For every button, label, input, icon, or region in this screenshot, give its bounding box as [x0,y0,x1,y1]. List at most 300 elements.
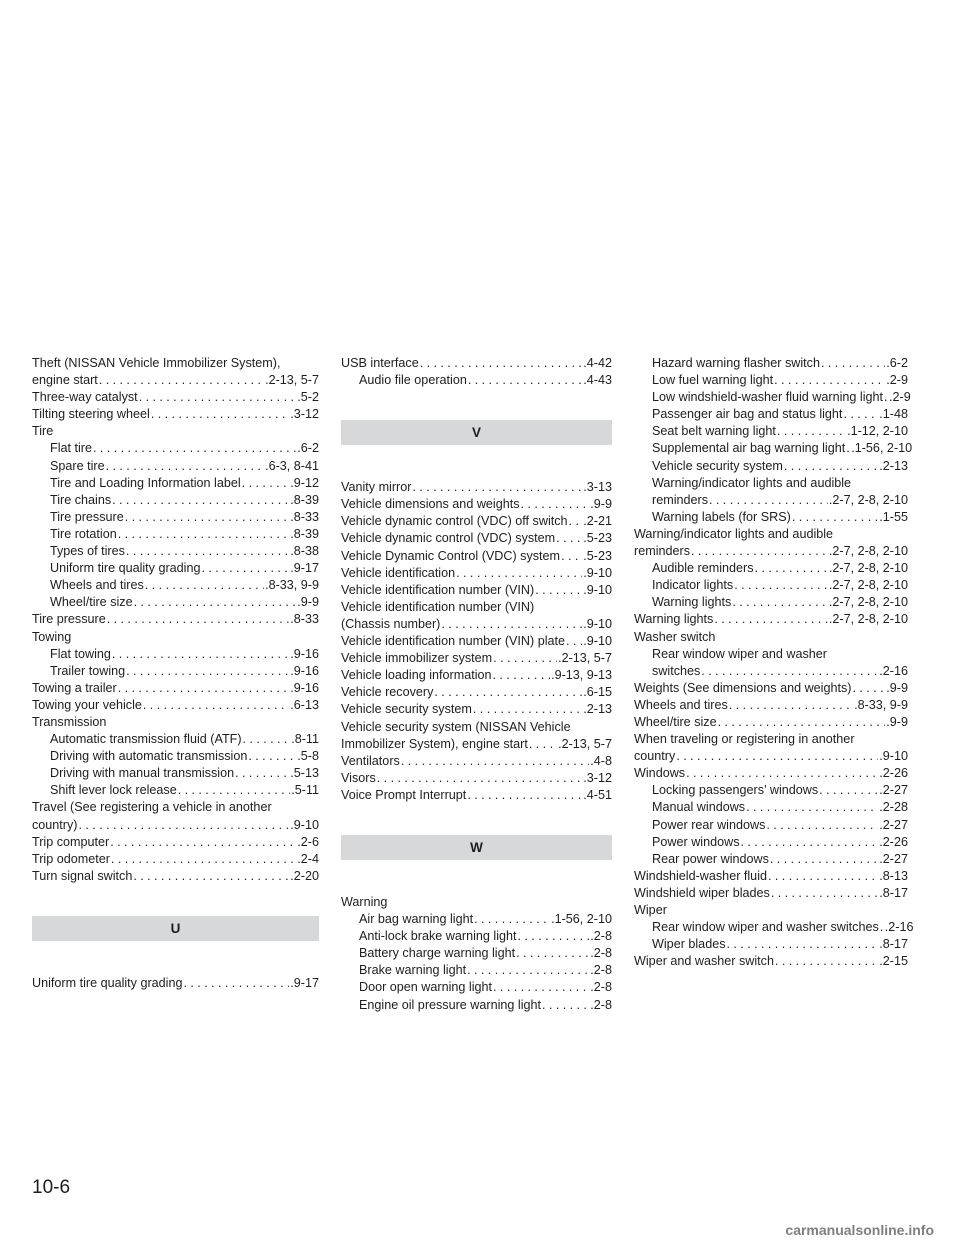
page-reference: .8-39 [290,526,319,541]
page-reference: .1-56, 2-10 [851,441,913,456]
index-entry [32,406,319,423]
index-subentry [634,577,908,594]
dot-leader [792,509,878,526]
index-subentry [634,919,914,936]
entry-title: Indicator lights [652,578,734,593]
index-subentry [634,355,908,372]
dot-leader [701,663,878,680]
index-entry [341,787,612,804]
page-reference: .2-9 [886,373,908,388]
entry-title: Vehicle recovery [341,685,434,700]
page-reference: .2-7, 2-8, 2-10 [828,561,908,576]
dot-leader [202,560,290,577]
page-reference: .6-2 [297,441,319,456]
entry-title: Passenger air bag and status light [652,407,843,422]
dot-leader [235,765,289,782]
dot-leader [99,372,264,389]
index-subentry [32,646,319,663]
entry-title: Rear power windows [652,851,769,866]
index-column-1 [32,355,319,992]
page-reference: .8-33 [290,612,319,627]
dot-leader [139,389,297,406]
page-reference: .2-13, 5-7 [558,651,612,666]
dot-leader [467,787,582,804]
index-entry: Transmission [32,714,107,729]
dot-leader [434,684,582,701]
index-subentry [341,928,612,945]
index-subentry [32,560,319,577]
page-reference: .2-13, 5-7 [558,736,612,751]
index-entry: When traveling or registering in another [634,732,855,747]
index-entry [341,479,612,496]
dot-leader [819,782,878,799]
page-reference: .1-12, 2-10 [847,424,908,439]
entry-title: Towing a trailer [32,680,117,695]
page-reference: .2-20 [290,868,319,883]
index-subentry [634,936,908,953]
entry-title: Tire and Loading Information label [50,475,241,490]
dot-leader [734,577,828,594]
page-reference: .9-9 [886,680,908,695]
index-entry: Travel (See registering a vehicle in another [32,800,272,815]
entry-title: Immobilizer System), engine start [341,736,528,751]
page-reference: .9-16 [290,680,319,695]
entry-title: Vehicle identification number (VIN) plate [341,634,566,649]
index-entry: Towing [32,629,72,644]
dot-leader [112,492,289,509]
entry-title: Vehicle identification number (VIN) [341,582,535,597]
page-reference: .9-17 [290,561,319,576]
entry-title: Wiper blades [652,937,726,952]
page-reference: .1-48 [879,407,908,422]
page-reference: .2-27 [879,783,908,798]
entry-title: country) [32,817,78,832]
index-subentry [32,475,319,492]
page-reference: .8-33, 9-9 [854,697,908,712]
index-entry [32,817,319,834]
page-reference: .2-8 [590,929,612,944]
index-entry [32,372,319,389]
dot-leader [107,611,290,628]
page-reference: .9-16 [290,663,319,678]
index-entry: Washer switch [634,629,716,644]
entry-title: Hazard warning flasher switch [652,356,820,370]
page-reference: .5-23 [583,548,612,563]
index-entry [634,765,908,782]
index-subentry [634,440,913,457]
entry-title: Wheel/tire size [634,714,717,729]
page-reference: .4-43 [583,373,612,388]
dot-leader [125,509,290,526]
index-entry [634,868,908,885]
dot-leader [401,753,589,770]
dot-leader [880,919,884,936]
index-subentry [32,458,319,475]
page-reference: .2-28 [879,800,908,815]
entry-title: Visors [341,770,376,785]
entry-title: Windshield-washer fluid [634,868,767,883]
entry-title: Flat tire [50,441,92,456]
page-reference: .3-12 [290,407,319,422]
page-reference: .9-10 [583,634,612,649]
index-entry [341,770,612,787]
dot-leader [493,979,589,996]
page-reference: .6-3, 8-41 [265,458,319,473]
page-reference: .2-8 [590,980,612,995]
entry-title: Ventilators [341,753,400,768]
index-subentry [341,945,612,962]
page-reference: .2-9 [889,390,911,405]
dot-leader [556,530,582,547]
entry-title: Three-way catalyst [32,390,138,405]
entry-title: Low windshield-washer fluid warning light [652,390,884,405]
entry-title: Turn signal switch [32,868,133,883]
index-entry [341,650,612,667]
page-reference: .2-8 [590,963,612,978]
dot-leader [178,782,291,799]
dot-leader [518,928,590,945]
index-subentry [32,663,319,680]
dot-leader [521,496,590,513]
page-reference: .2-16 [884,920,914,935]
entry-title: Vehicle dimensions and weights [341,497,520,512]
dot-leader [846,440,850,457]
page-reference: .8-13 [879,868,908,883]
index-subentry [32,594,319,611]
index-entry [634,714,908,731]
dot-leader [93,440,296,457]
entry-title: Trailer towing [50,663,126,678]
page-reference: .2-13 [879,458,908,473]
entry-title: Wiper and washer switch [634,954,774,969]
dot-leader [467,962,589,979]
index-subentry: Warning/indicator lights and audible [652,475,852,490]
entry-title: Tire chains [50,492,112,507]
entry-title: Warning lights [652,595,732,610]
dot-leader [774,372,885,389]
index-entry [341,582,612,599]
dot-leader [456,565,582,582]
page-reference: .4-8 [590,753,612,768]
dot-leader [529,736,557,753]
dot-leader [79,817,290,834]
index-entry [341,565,612,582]
page-reference: .2-15 [879,954,908,969]
section-header: V [341,420,612,445]
index-entry [341,736,612,753]
page-reference: .2-16 [879,663,908,678]
entry-title: Wheel/tire size [50,595,133,610]
index-entry: Wiper [634,903,667,917]
page-reference: .8-33, 9-9 [265,578,319,593]
dot-leader [126,663,289,680]
index-subentry [32,526,319,543]
page-reference: .2-26 [879,766,908,781]
index-subentry [634,458,908,475]
dot-leader [145,577,264,594]
index-subentry [32,543,319,560]
index-entry [32,611,319,628]
entry-title: Tilting steering wheel [32,407,150,422]
index-subentry [32,509,319,526]
page-reference: .2-8 [590,946,612,961]
entry-title: Battery charge warning light [359,946,516,961]
index-subentry [634,372,908,389]
page-reference: .2-7, 2-8, 2-10 [828,612,908,627]
dot-leader [242,475,290,492]
page-reference: .5-23 [583,531,612,546]
index-entry [32,697,319,714]
page-reference: .8-38 [290,544,319,559]
index-entry [634,697,908,714]
index-entry [634,680,908,697]
page-reference: .2-6 [297,834,319,849]
index-subentry: Rear window wiper and washer [652,646,827,661]
dot-leader [493,650,557,667]
dot-leader [746,799,878,816]
dot-leader [110,834,296,851]
entry-title: Uniform tire quality grading [50,561,201,576]
page-reference: .3-13 [583,480,612,495]
entry-title: Trip odometer [32,851,110,866]
entry-title: Flat towing [50,646,111,661]
page-reference: .5-13 [290,766,319,781]
index-entry [341,633,612,650]
entry-title: Driving with manual transmission [50,766,235,781]
dot-leader [118,526,290,543]
dot-leader [729,697,853,714]
index-entry [32,868,319,885]
entry-title: Audible reminders [652,561,754,576]
entry-title: Vehicle dynamic control (VDC) off switch [341,514,568,529]
index-entry [341,496,612,513]
dot-leader [118,680,290,697]
dot-leader [777,423,846,440]
index-entry [32,975,319,992]
index-entry [634,748,908,765]
dot-leader [441,616,582,633]
entry-title: country [634,749,676,764]
index-subentry [32,731,319,748]
page-reference: .9-13, 9-13 [551,668,612,683]
entry-title: Power windows [652,834,740,849]
dot-leader [516,945,589,962]
dot-leader [134,594,297,611]
entry-title: Windows [634,766,686,781]
entry-title: Driving with automatic transmission [50,749,248,764]
dot-leader [732,594,828,611]
page-reference: .6-13 [290,697,319,712]
index-entry: Tire [32,424,54,439]
page-reference: .2-21 [583,514,612,529]
index-entry: Vehicle security system (NISSAN Vehicle [341,719,571,734]
page-reference: .9-12 [290,475,319,490]
entry-title: switches [652,663,701,678]
page-reference: .9-9 [590,497,612,512]
index-subentry [634,406,908,423]
page-reference: .1-55 [879,509,908,524]
page-reference: .2-26 [879,834,908,849]
entry-title: Tire rotation [50,526,117,541]
dot-leader [542,997,589,1014]
entry-title: Shift lever lock release [50,783,177,798]
page-reference: .9-17 [290,975,319,990]
entry-title: Seat belt warning light [652,424,776,439]
index-entry [634,953,908,970]
index-entry [341,548,612,565]
index-subentry [32,782,319,799]
index-subentry [634,560,908,577]
index-entry [341,667,612,684]
index-entry: Warning/indicator lights and audible [634,526,834,541]
watermark: carmanualsonline.info [785,1222,934,1238]
page-reference: .2-7, 2-8, 2-10 [828,595,908,610]
dot-leader [111,851,296,868]
entry-title: Trip computer [32,834,110,849]
page-reference: .2-27 [879,851,908,866]
entry-title: Automatic transmission fluid (ATF) [50,732,242,747]
index-subentry [634,594,908,611]
index-subentry [341,962,612,979]
page-reference: .5-2 [297,390,319,405]
page-reference: .2-7, 2-8, 2-10 [828,578,908,593]
index-subentry [634,389,911,406]
page-reference: .2-4 [297,851,319,866]
page-reference: .9-10 [290,817,319,832]
index-subentry [634,799,908,816]
index-entry [341,753,612,770]
dot-leader [775,953,878,970]
page-reference: .8-17 [879,937,908,952]
entry-title: Tire pressure [50,509,124,524]
page-reference: .8-39 [290,492,319,507]
entry-title: reminders [652,492,708,507]
dot-leader [535,582,582,599]
page-reference: .9-10 [583,616,612,631]
page-reference: .9-10 [583,582,612,597]
page-number: 10-6 [32,1177,71,1198]
dot-leader [143,697,289,714]
entry-title: Locking passengers’ windows [652,783,819,798]
page-reference: .6-2 [886,356,908,370]
dot-leader [771,885,878,902]
entry-title: Vehicle Dynamic Control (VDC) system [341,548,561,563]
entry-title: Door open warning light [359,980,493,995]
page-reference: .3-12 [583,770,612,785]
entry-title: Rear window wiper and washer switches [652,920,879,935]
dot-leader [821,355,885,372]
index-entry [634,543,908,560]
index-entry [32,389,319,406]
index-entry [341,701,612,718]
entry-title: Audio file operation [359,373,467,388]
entry-title: USB interface [341,356,419,370]
index-subentry [32,577,319,594]
entry-title: Windshield wiper blades [634,885,770,900]
page-reference: .4-42 [583,356,612,370]
index-subentry [634,492,908,509]
page-reference: .4-51 [583,787,612,802]
dot-leader [184,975,290,992]
index-entry [634,611,908,628]
entry-title: Supplemental air bag warning light [652,441,846,456]
index-subentry [634,817,908,834]
entry-title: Vehicle identification [341,565,456,580]
entry-title: reminders [634,544,690,559]
index-entry: Vehicle identification number (VIN) [341,599,535,614]
index-subentry [634,782,908,799]
dot-leader [473,701,582,718]
dot-leader [126,543,289,560]
dot-leader [468,372,582,389]
dot-leader [112,646,289,663]
page-reference: .2-13 [583,702,612,717]
dot-leader [784,458,878,475]
dot-leader [770,851,878,868]
page-reference: .9-9 [886,714,908,729]
entry-title: Manual windows [652,800,746,815]
dot-leader [133,868,289,885]
entry-title: Towing your vehicle [32,697,142,712]
entry-title: Brake warning light [359,963,467,978]
index-subentry [341,372,612,389]
page-reference: .2-13, 5-7 [265,373,319,388]
index-subentry [32,765,319,782]
section-header: U [32,916,319,941]
dot-leader [106,458,264,475]
dot-leader [766,817,878,834]
entry-title: Air bag warning light [359,912,474,927]
page-reference: .9-16 [290,646,319,661]
dot-leader [474,911,550,928]
page-reference: .8-17 [879,885,908,900]
dot-leader [852,680,885,697]
index-subentry [634,834,908,851]
dot-leader [714,611,828,628]
entry-title: (Chassis number) [341,616,441,631]
dot-leader [768,868,878,885]
index-subentry [634,851,908,868]
entry-title: Voice Prompt Interrupt [341,787,467,802]
index-column-3 [634,355,914,970]
dot-leader [755,560,828,577]
page-reference: .2-8 [590,997,612,1012]
entry-title: Vehicle loading information [341,668,492,683]
page-reference: .6-15 [583,685,612,700]
page-reference: .8-11 [291,732,319,747]
index-subentry [341,979,612,996]
dot-leader [686,765,878,782]
index-entry [341,513,612,530]
index-subentry [32,440,319,457]
dot-leader [412,479,582,496]
index-subentry [634,509,908,526]
index-subentry [341,911,612,928]
page-reference: .2-7, 2-8, 2-10 [828,492,908,507]
dot-leader [377,770,583,787]
entry-title: Vanity mirror [341,480,412,495]
dot-leader [884,389,888,406]
index-subentry [634,663,908,680]
dot-leader [843,406,878,423]
index-subentry [634,423,908,440]
page-reference: .9-10 [879,749,908,764]
entry-title: Vehicle dynamic control (VDC) system [341,531,556,546]
index-subentry [32,748,319,765]
entry-title: Warning lights [634,612,714,627]
index-subentry [341,997,612,1014]
dot-leader [151,406,289,423]
